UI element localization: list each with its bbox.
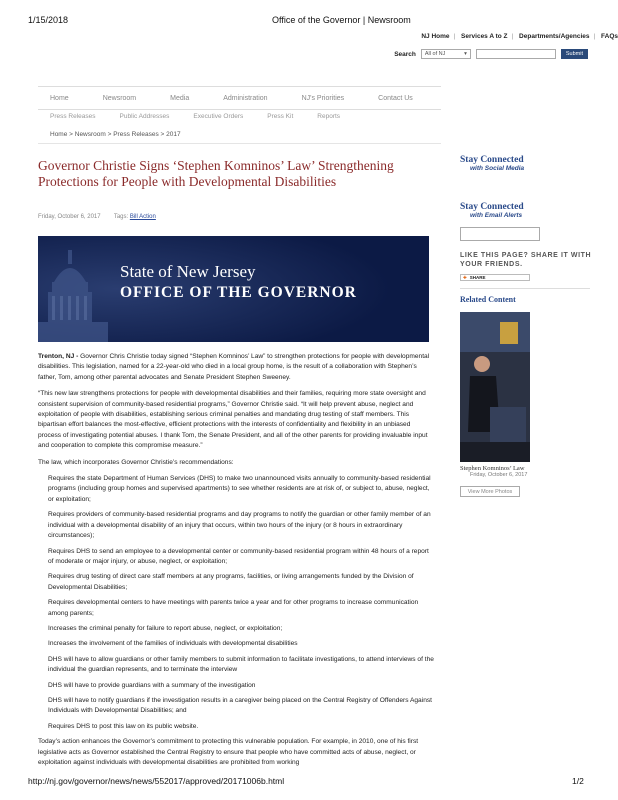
- divider: [460, 288, 590, 289]
- governor-banner: [38, 236, 429, 342]
- nav-priorities[interactable]: NJ's Priorities: [301, 94, 345, 102]
- top-link-services[interactable]: Services A to Z: [461, 33, 508, 40]
- nav-administration[interactable]: Administration: [223, 94, 268, 102]
- nav-home[interactable]: Home: [50, 94, 69, 102]
- sidebar: [460, 155, 600, 497]
- top-link-departments[interactable]: Departments/Agencies: [519, 33, 590, 40]
- view-more-photos-button[interactable]: View More Photos: [460, 486, 520, 497]
- photo-caption: Stephen Komninos’ Law: [460, 465, 525, 472]
- nav-contact[interactable]: Contact Us: [378, 94, 413, 102]
- article-body: [38, 352, 434, 774]
- list-item: Increases the criminal penalty for failure to report abuse, neglect, or exploitation;: [48, 624, 283, 632]
- share-prompt: LIKE THIS PAGE? SHARE IT WITH YOUR FRIENDS.: [460, 252, 592, 268]
- search-input[interactable]: [476, 49, 556, 59]
- share-button[interactable]: [460, 274, 530, 281]
- list-item: DHS will have to notify guardians if the investigation results in a caregiver being placed on the Central Registry of Offenders Against Individuals with Developmental Disabilities; and: [48, 696, 432, 715]
- print-date: 1/15/2018: [28, 15, 69, 25]
- chevron-down-icon: ▾: [464, 51, 467, 57]
- list-item: Requires providers of community-based residential programs and day programs to notify the guardian or other family member of an individual with a developmental disability of an injury that occurs, within two hours of the injury (or 8 hours in extraordinary circumstances);: [48, 511, 431, 540]
- list-item: Requires DHS to send an employee to a developmental center or community-based residential program within 48 hours of a report of moderate or major injury, or abuse, neglect, or exploitation;: [48, 547, 429, 565]
- article-meta: [38, 214, 156, 220]
- paragraph-1-text: Governor Chris Christie today signed “Stephen Komninos’ Law” to strengthen protections for people with developmental disabilities. This legislation, named for a 22-year-old who died in a local group home, is the result of a collaboration with Stephen’s father, Tom, among other parental advocates and Senate President Stephen Sweeney.: [38, 353, 430, 381]
- banner-line-2: OFFICE OF THE GOVERNOR: [120, 284, 357, 301]
- paragraph-3: The law, which incorporates Governor Christie’s recommendations:: [38, 458, 234, 466]
- search-scope-select[interactable]: [421, 49, 471, 59]
- print-title: Office of the Governor | Newsroom: [272, 15, 411, 25]
- search-bar: [394, 49, 588, 59]
- subnav-press-kit[interactable]: Press Kit: [267, 113, 294, 120]
- recommendations-list: [38, 474, 434, 732]
- subnav-reports[interactable]: Reports: [317, 113, 341, 120]
- banner-line-1: State of New Jersey: [120, 262, 256, 281]
- top-links: NJ Home | Services A to Z | Departments/Agencies | FAQs: [421, 33, 618, 40]
- divider: [38, 143, 441, 144]
- top-link-nj-home[interactable]: NJ Home: [421, 33, 450, 40]
- list-item: DHS will have to provide guardians with a summary of the investigation: [48, 681, 256, 689]
- sub-nav: [50, 113, 364, 120]
- tag-link[interactable]: Bill Action: [129, 214, 156, 220]
- share-icon: ✚: [463, 274, 467, 280]
- share-label: SHARE: [469, 275, 486, 280]
- dateline: Trenton, NJ -: [38, 353, 79, 360]
- social-heading: Stay Connected: [460, 155, 524, 165]
- footer-page: 1/2: [572, 776, 584, 786]
- social-subheading[interactable]: with Social Media: [470, 165, 525, 172]
- search-submit-button[interactable]: Submit: [561, 49, 588, 59]
- email-heading: Stay Connected: [460, 202, 524, 212]
- list-item: Requires the state Department of Human Services (DHS) to make two unannounced visits annually to community-based residential programs (including group homes and supervised apartments) to see whether residents are at risk of, or subject to, abuse, neglect, or exploitation;: [48, 475, 431, 503]
- footer-url: http://nj.gov/governor/news/news/552017/approved/20171006b.html: [28, 776, 285, 786]
- search-label: Search: [394, 50, 416, 58]
- photo-date: Friday, October 6, 2017: [470, 472, 528, 478]
- email-field[interactable]: [460, 227, 540, 241]
- list-item: Requires drug testing of direct care staff members at any programs, facilities, or living arrangements funded by the Division of Developmental Disabilities;: [48, 573, 414, 591]
- list-item: Increases the involvement of the families of individuals with developmental disabilities: [48, 640, 298, 648]
- related-photo[interactable]: [460, 312, 530, 462]
- list-item: DHS will have to allow guardians or other family members to submit information to facilitate investigations, to attend interviews of the individual the guardian represents, and to terminate the interview: [48, 655, 434, 674]
- list-item: Requires developmental centers to have meetings with parents twice a year and for other programs to increase communication among parents;: [48, 599, 419, 617]
- main-nav: [38, 86, 441, 110]
- list-item: Requires DHS to post this law on its public website.: [48, 722, 199, 730]
- subnav-press-releases[interactable]: Press Releases: [50, 113, 96, 120]
- top-link-faqs[interactable]: FAQs: [601, 33, 618, 40]
- photo-image: [460, 312, 530, 462]
- nav-newsroom[interactable]: Newsroom: [102, 94, 137, 102]
- nav-media[interactable]: Media: [170, 94, 190, 102]
- search-scope-value: All of NJ: [424, 51, 446, 57]
- email-subheading: with Email Alerts: [470, 212, 523, 219]
- paragraph-4: Today’s action enhances the Governor’s commitment to protecting this vulnerable population. For example, in 2010, one of his first legislative acts as Governor established the Central Registry to ensure that people who have committed acts of abuse, neglect, or exploitation against individuals with developmental disabilities are prohibited from working: [38, 738, 419, 766]
- subnav-public-addresses[interactable]: Public Addresses: [119, 113, 170, 120]
- article-date: Friday, October 6, 2017: [38, 214, 101, 220]
- breadcrumb[interactable]: Home > Newsroom > Press Releases > 2017: [50, 131, 181, 138]
- related-heading: Related Content: [460, 295, 516, 304]
- paragraph-2: “This new law strengthens protections for people with developmental disabilities and their families, requiring more state oversight and consistent supervision of community-based residential programs,” Governor Christie said. “It will help prevent abuse, neglect and exploitation of people with disabilities, establishing serious criminal penalties and mandating drug testing of staff members. This bipartisan effort balances the most-effective, efficient protections with the interests of confidentiality and flexibility in an unbiased process of investigating potential abuses. I thank Tom, the Senate President, and all of the other parents for providing invaluable input and cooperation to complete this compromise measure.”: [38, 390, 428, 450]
- subnav-executive-orders[interactable]: Executive Orders: [193, 113, 244, 120]
- paragraph-1: [38, 352, 434, 383]
- article-title: Governor Christie Signs ‘Stephen Komninos’ Law’ Strengthening Protections for People with Developmental Disabilities: [38, 158, 394, 189]
- tags-label: Tags:: [113, 214, 129, 220]
